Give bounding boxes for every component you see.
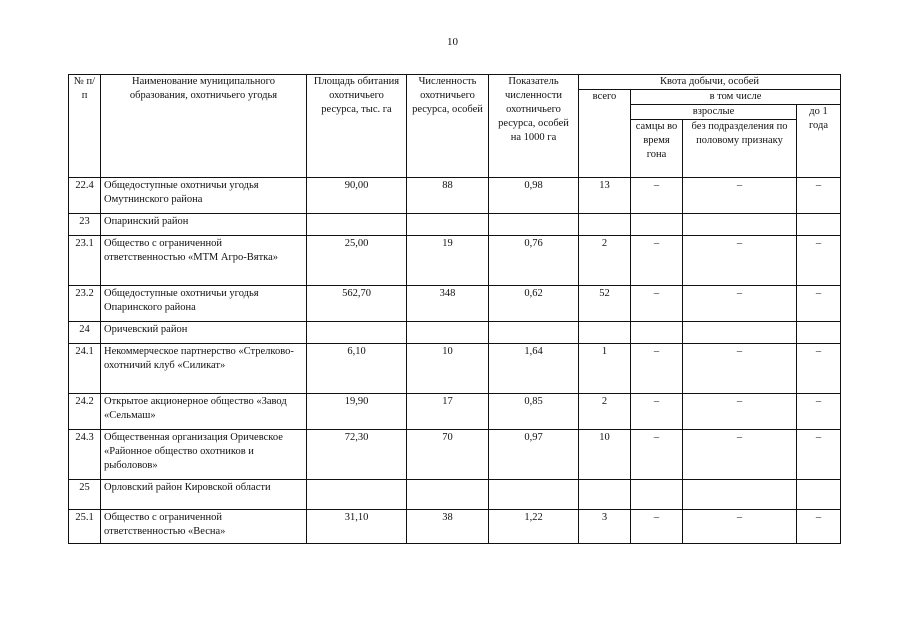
- table-row: [69, 480, 841, 510]
- row-count: 38: [407, 510, 489, 544]
- row-young: [797, 214, 841, 236]
- row-total: 52: [579, 286, 631, 322]
- row-num: 25: [69, 480, 101, 510]
- table-row: [69, 236, 841, 286]
- header-males: самцы во время гона: [631, 120, 683, 178]
- row-num: 24.1: [69, 344, 101, 394]
- row-name: Общедоступные охотничьи угодья Омутнинского района: [101, 178, 307, 214]
- table-row: [69, 510, 841, 544]
- row-name: Общедоступные охотничьи угодья Опаринского района: [101, 286, 307, 322]
- row-density: [489, 214, 579, 236]
- table-row: [69, 344, 841, 394]
- row-name: Оричевский район: [101, 322, 307, 344]
- row-young: –: [797, 236, 841, 286]
- row-no-sex: [683, 480, 797, 510]
- header-total: всего: [579, 90, 631, 178]
- header-count: Численность охотничьего ресурса, особей: [407, 75, 489, 178]
- row-density: 0,98: [489, 178, 579, 214]
- row-count: 348: [407, 286, 489, 322]
- row-density: 1,64: [489, 344, 579, 394]
- row-name: Опаринский район: [101, 214, 307, 236]
- table-body: [69, 178, 841, 544]
- row-area: 72,30: [307, 430, 407, 480]
- table-row: [69, 286, 841, 322]
- row-name: Общественная организация Оричевское «Районное общество охотников и рыболовов»: [101, 430, 307, 480]
- row-density: 0,85: [489, 394, 579, 430]
- table-row: [69, 430, 841, 480]
- row-young: –: [797, 430, 841, 480]
- row-no-sex: [683, 214, 797, 236]
- row-no-sex: –: [683, 286, 797, 322]
- row-no-sex: –: [683, 510, 797, 544]
- row-males: [631, 480, 683, 510]
- table-row: [69, 322, 841, 344]
- row-density: 1,22: [489, 510, 579, 544]
- row-area: [307, 322, 407, 344]
- row-young: –: [797, 178, 841, 214]
- row-males: –: [631, 344, 683, 394]
- row-name: Общество с ограниченной ответственностью «Весна»: [101, 510, 307, 544]
- row-density: 0,97: [489, 430, 579, 480]
- row-total: 3: [579, 510, 631, 544]
- row-area: 31,10: [307, 510, 407, 544]
- row-area: 6,10: [307, 344, 407, 394]
- row-name: Орловский район Кировской области: [101, 480, 307, 510]
- header-name: Наименование муниципального образования, охотничьего угодья: [101, 75, 307, 178]
- row-area: 25,00: [307, 236, 407, 286]
- quota-table: [68, 74, 841, 544]
- row-males: –: [631, 430, 683, 480]
- header-young: до 1 года: [797, 105, 841, 178]
- header-no-sex: без подразделения по половому признаку: [683, 120, 797, 178]
- header-including: в том числе: [631, 90, 841, 105]
- row-no-sex: –: [683, 344, 797, 394]
- row-num: 23.2: [69, 286, 101, 322]
- header-num: № п/п: [69, 75, 101, 178]
- row-area: [307, 480, 407, 510]
- row-young: [797, 322, 841, 344]
- row-total: 2: [579, 394, 631, 430]
- row-young: –: [797, 286, 841, 322]
- row-count: 70: [407, 430, 489, 480]
- row-num: 24: [69, 322, 101, 344]
- row-total: 2: [579, 236, 631, 286]
- row-no-sex: –: [683, 236, 797, 286]
- row-density: [489, 480, 579, 510]
- row-count: [407, 480, 489, 510]
- table-header: [69, 75, 841, 178]
- row-count: 17: [407, 394, 489, 430]
- row-num: 25.1: [69, 510, 101, 544]
- row-males: [631, 214, 683, 236]
- row-num: 23.1: [69, 236, 101, 286]
- row-young: –: [797, 344, 841, 394]
- header-area: Площадь обитания охотничьего ресурса, тыс. га: [307, 75, 407, 178]
- row-num: 23: [69, 214, 101, 236]
- row-males: –: [631, 286, 683, 322]
- header-quota: Квота добычи, особей: [579, 75, 841, 90]
- table-row: [69, 394, 841, 430]
- row-name: Открытое акционерное общество «Завод «Сельмаш»: [101, 394, 307, 430]
- row-area: 562,70: [307, 286, 407, 322]
- row-density: [489, 322, 579, 344]
- row-count: 19: [407, 236, 489, 286]
- header-adults: взрослые: [631, 105, 797, 120]
- row-total: [579, 214, 631, 236]
- row-name: Некоммерческое партнерство «Стрелково-охотничий клуб «Силикат»: [101, 344, 307, 394]
- row-young: –: [797, 394, 841, 430]
- row-males: [631, 322, 683, 344]
- row-num: 24.3: [69, 430, 101, 480]
- page-number: 10: [447, 36, 458, 48]
- row-count: [407, 214, 489, 236]
- row-area: 19,90: [307, 394, 407, 430]
- row-young: [797, 480, 841, 510]
- row-total: [579, 322, 631, 344]
- row-density: 0,62: [489, 286, 579, 322]
- row-total: 10: [579, 430, 631, 480]
- row-males: –: [631, 236, 683, 286]
- row-no-sex: [683, 322, 797, 344]
- row-no-sex: –: [683, 178, 797, 214]
- row-area: [307, 214, 407, 236]
- row-count: [407, 322, 489, 344]
- row-males: –: [631, 394, 683, 430]
- row-name: Общество с ограниченной ответственностью «МТМ Агро-Вятка»: [101, 236, 307, 286]
- row-total: 13: [579, 178, 631, 214]
- row-num: 22.4: [69, 178, 101, 214]
- row-males: –: [631, 510, 683, 544]
- row-area: 90,00: [307, 178, 407, 214]
- row-total: 1: [579, 344, 631, 394]
- row-males: –: [631, 178, 683, 214]
- row-no-sex: –: [683, 430, 797, 480]
- table-row: [69, 214, 841, 236]
- row-young: –: [797, 510, 841, 544]
- row-count: 88: [407, 178, 489, 214]
- row-total: [579, 480, 631, 510]
- header-density: Показатель численности охотничьего ресурса, особей на 1000 га: [489, 75, 579, 178]
- table-row: [69, 178, 841, 214]
- row-num: 24.2: [69, 394, 101, 430]
- row-count: 10: [407, 344, 489, 394]
- row-density: 0,76: [489, 236, 579, 286]
- row-no-sex: –: [683, 394, 797, 430]
